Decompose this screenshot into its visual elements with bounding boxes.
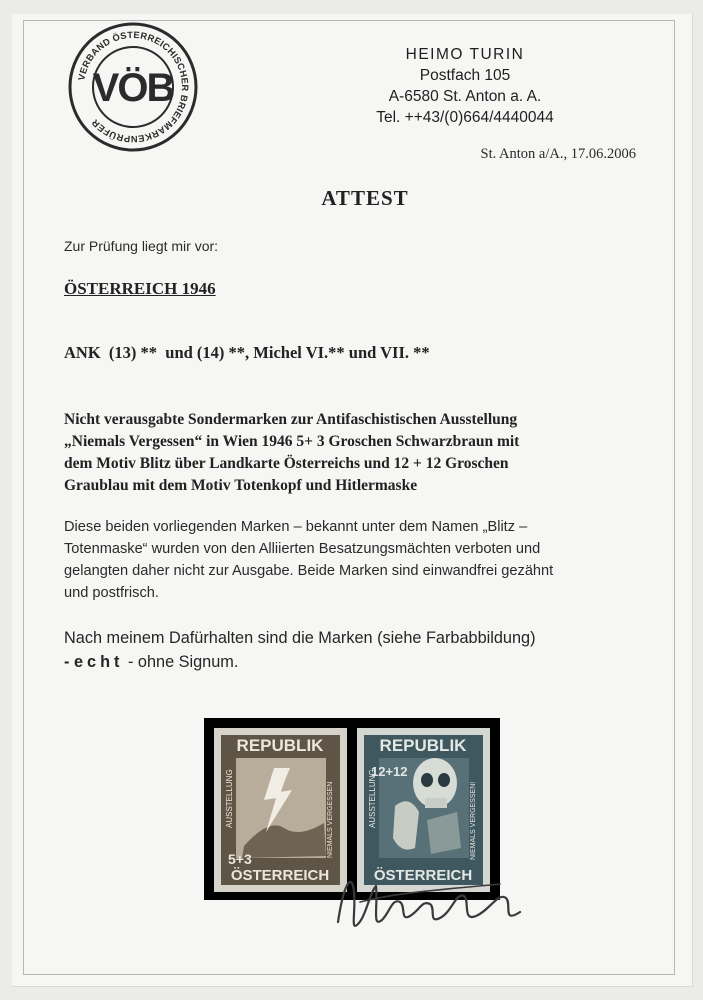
stamp-right-text: NIEMALS VERGESSEN [327,781,334,858]
seal-ring-text: VERBAND ÖSTERREICHISCHER BRIEFMARKENPRÜFER [76,29,191,145]
stamp-top-text: REPUBLIK [379,736,467,755]
description-line: „Niemals Vergessen“ in Wien 1946 5+ 3 Groschen Schwarzbraun mit [64,433,520,450]
body-line: Diese beiden vorliegenden Marken – bekannt unter dem Namen „Blitz – [64,519,528,535]
stamp-lightning [214,728,347,892]
country-year: ÖSTERREICH 1946 [64,279,216,298]
certificate-title: ATTEST [321,186,409,210]
sender-city: A-6580 St. Anton a. A. [388,88,542,105]
stamp-top-text: REPUBLIK [236,736,324,755]
catalog-numbers: ANK (13) ** und (14) **, Michel VI.** und VII. ** [64,343,430,362]
description-line: Graublau mit dem Motiv Totenkopf und Hitlermaske [64,477,418,494]
intro-text: Zur Prüfung liegt mir vor: [64,238,219,254]
body-line: Totenmaske“ wurden von den Alliierten Besatzungsmächten verboten und [64,541,541,557]
stamp-value: 12+12 [371,764,408,779]
verdict-rest: - ohne Signum. [123,653,239,671]
expert-opinion [64,626,654,674]
description-line: Nicht verausgabte Sondermarken zur Antifaschistischen Ausstellung [64,411,518,428]
sender-po-box: Postfach 105 [419,67,511,84]
skull-eye [421,773,433,787]
voeb-seal [64,18,202,156]
certificate-date: St. Anton a/A., 17.06.2006 [480,146,636,162]
stamp-left-text: AUSSTELLUNG [368,769,377,828]
hitler-mask-icon [393,801,419,849]
sender-address [320,44,610,128]
skull-eye [438,773,450,787]
skull-teeth [425,798,447,808]
stamp-bottom-text: ÖSTERREICH [373,867,473,884]
stamp-right-text: NIEMALS VERGESSEN! [470,781,477,860]
opinion-verdict [64,650,654,674]
stamp-description [64,409,644,497]
opinion-line: Nach meinem Dafürhalten sind die Marken (siehe Farbabbildung) [64,629,536,647]
stamp-bottom-text: ÖSTERREICH [230,867,330,884]
verdict-genuine: echt [73,653,124,671]
body-line: und postfrisch. [64,585,159,601]
seal-monogram: VÖB [92,66,174,110]
stamp-value: 5+3 [228,851,252,867]
verdict-dash: - [64,653,74,671]
description-line: dem Motiv Blitz über Landkarte Österreichs und 12 + 12 Groschen [64,455,509,472]
body-paragraph [64,516,644,604]
body-line: gelangten daher nicht zur Ausgabe. Beide Marken sind einwandfrei gezähnt [64,563,554,579]
sender-phone: Tel. ++43/(0)664/4440044 [376,109,554,126]
sender-name: HEIMO TURIN [405,46,525,63]
handwritten-signature [330,862,540,942]
stamp-left-text: AUSSTELLUNG [225,769,234,828]
